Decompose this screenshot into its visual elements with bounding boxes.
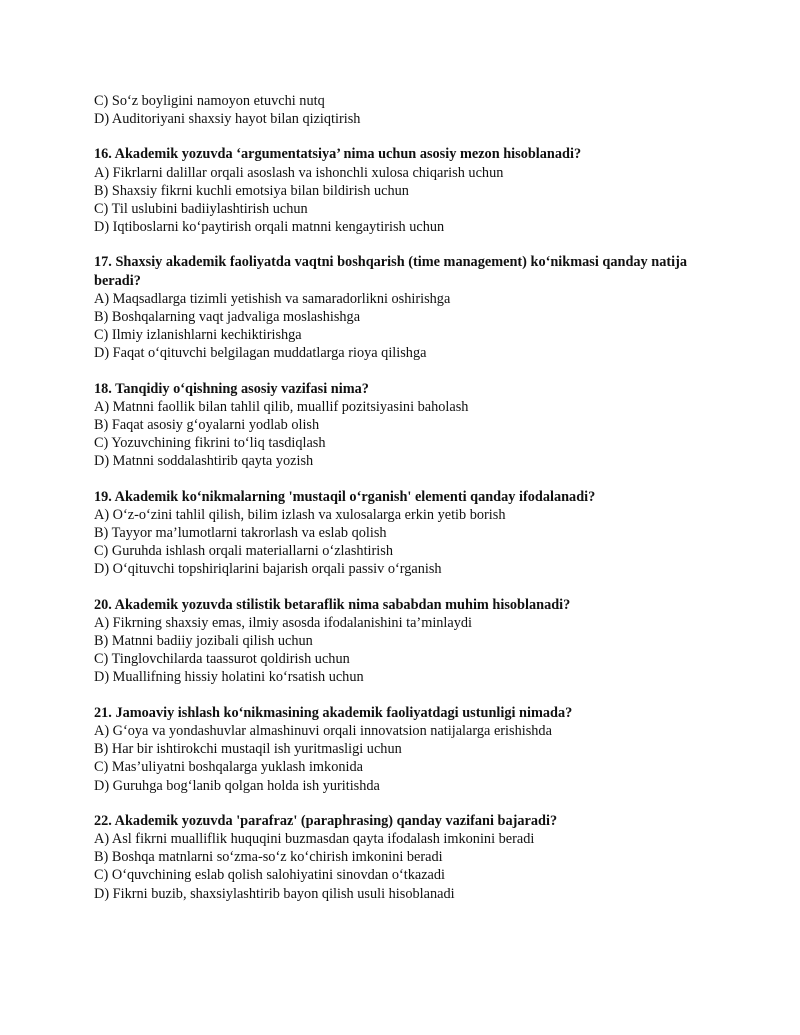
option-line: D) Fikrni buzib, shaxsiylashtirib bayon qilish usuli hisoblanadi xyxy=(94,885,455,902)
option-line: D) Iqtiboslarni ko‘paytirish orqali matnni kengaytirish uchun xyxy=(94,219,445,236)
question-title: 16. Akademik yozuvda ‘argumentatsiya’ nima uchun asosiy mezon hisoblanadi? xyxy=(94,146,582,163)
question-title: 19. Akademik ko‘nikmalarning 'mustaqil o‘rganish' elementi qanday ifodalanadi? xyxy=(94,488,596,505)
question-title: 21. Jamoaviy ishlash ko‘nikmasining akademik faoliyatdagi ustunligi nimada? xyxy=(94,704,573,721)
option-line: A) O‘z-o‘zini tahlil qilish, bilim izlash va xulosalarga erkin yetib borish xyxy=(94,506,506,523)
option-line: B) Boshqalarning vaqt jadvaliga moslashishga xyxy=(94,309,361,326)
option-line: D) O‘qituvchi topshiriqlarini bajarish orqali passiv o‘rganish xyxy=(94,561,442,578)
option-line: C) Mas’uliyatni boshqalarga yuklash imkonida xyxy=(94,759,363,776)
option-line: A) Fikrlarni dalillar orqali asoslash va ishonchli xulosa chiqarish uchun xyxy=(94,164,504,181)
option-line: B) Har bir ishtirokchi mustaqil ish yuritmasligi uchun xyxy=(94,741,402,758)
option-line: A) Matnni faollik bilan tahlil qilib, muallif pozitsiyasini baholash xyxy=(94,398,469,415)
option-line: C) O‘quvchining eslab qolish salohiyatini sinovdan o‘tkazadi xyxy=(94,867,446,884)
question-title: 17. Shaxsiy akademik faoliyatda vaqtni boshqarish (time management) ko‘nikmasi qanday natija beradi? xyxy=(94,254,688,289)
option-line: C) Til uslubini badiiylashtirish uchun xyxy=(94,201,308,218)
document-page xyxy=(94,92,734,903)
option-line: A) Fikrning shaxsiy emas, ilmiy asosda ifodalanishini ta’minlaydi xyxy=(94,614,473,631)
question-title: 22. Akademik yozuvda 'parafraz' (paraphrasing) qanday vazifani bajaradi? xyxy=(94,812,558,829)
option-line: C) So‘z boyligini namoyon etuvchi nutq xyxy=(94,93,325,109)
option-line: B) Tayyor ma’lumotlarni takrorlash va eslab qolish xyxy=(94,525,387,542)
option-line: B) Boshqa matnlarni so‘zma-so‘z ko‘chirish imkonini beradi xyxy=(94,849,443,866)
option-line: C) Ilmiy izlanishlarni kechiktirishga xyxy=(94,327,302,344)
option-line: D) Guruhga bog‘lanib qolgan holda ish yuritishda xyxy=(94,777,380,794)
option-line: C) Guruhda ishlash orqali materiallarni o‘zlashtirish xyxy=(94,543,393,560)
option-line: C) Tinglovchilarda taassurot qoldirish uchun xyxy=(94,651,350,668)
option-line: D) Auditoriyani shaxsiy hayot bilan qiziqtirish xyxy=(94,111,361,128)
option-line: D) Matnni soddalashtirib qayta yozish xyxy=(94,453,314,470)
question-title: 18. Tanqidiy o‘qishning asosiy vazifasi nima? xyxy=(94,380,369,397)
option-line: B) Matnni badiiy jozibali qilish uchun xyxy=(94,633,313,650)
option-line: A) Asl fikrni mualliflik huquqini buzmasdan qayta ifodalash imkonini beradi xyxy=(94,830,535,847)
option-line: C) Yozuvchining fikrini to‘liq tasdiqlash xyxy=(94,435,326,452)
question-title: 20. Akademik yozuvda stilistik betaraflik nima sababdan muhim hisoblanadi? xyxy=(94,596,571,613)
option-line: B) Faqat asosiy g‘oyalarni yodlab olish xyxy=(94,417,320,434)
option-line: A) Maqsadlarga tizimli yetishish va samaradorlikni oshirishga xyxy=(94,290,451,307)
option-line: A) G‘oya va yondashuvlar almashinuvi orqali innovatsion natijalarga erishishda xyxy=(94,722,552,739)
option-line: D) Faqat o‘qituvchi belgilagan muddatlarga rioya qilishga xyxy=(94,345,427,362)
option-line: B) Shaxsiy fikrni kuchli emotsiya bilan bildirish uchun xyxy=(94,182,409,199)
option-line: D) Muallifning hissiy holatini ko‘rsatish uchun xyxy=(94,669,364,686)
